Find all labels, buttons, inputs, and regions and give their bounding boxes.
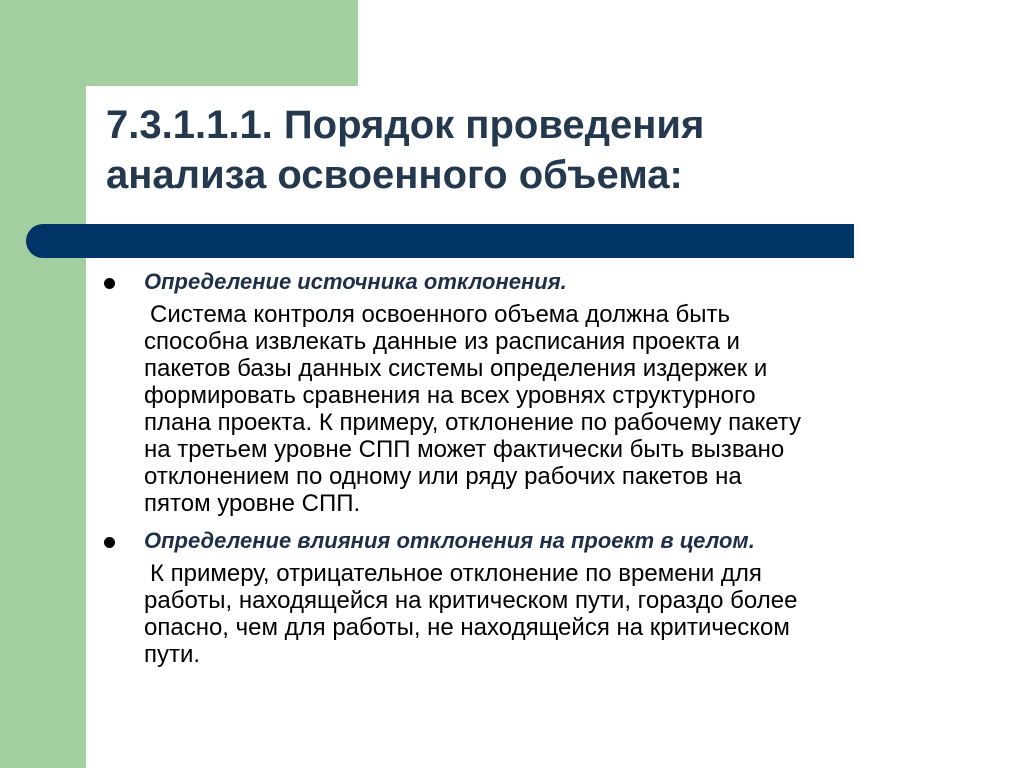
paragraph-line: пакетов базы данных системы определения издержек и: [144, 355, 768, 382]
title-divider-bar: [26, 224, 854, 258]
paragraph-line: формировать сравнения на всех уровнях структурного: [144, 382, 756, 409]
bullet-item: [104, 527, 984, 554]
bullet-paragraph: [104, 301, 984, 517]
paragraph-line: опасно, чем для работы, не находящейся на критическом: [144, 614, 790, 641]
title-line: анализа освоенного объема:: [106, 153, 683, 197]
bullet-dot-icon: [104, 537, 115, 548]
paragraph-line: работы, находящейся на критическом пути, гораздо более: [144, 587, 798, 614]
bullet-heading: Определение влияния отклонения на проект в целом.: [144, 528, 755, 553]
slide-title: [106, 100, 986, 200]
bullet-heading: Определение источника отклонения.: [144, 269, 567, 294]
green-top-band: [0, 0, 358, 86]
green-side-band: [0, 0, 86, 768]
paragraph-line: плана проекта. К примеру, отклонение по рабочему пакету: [144, 409, 802, 436]
paragraph-line: отклонением по одному или ряду рабочих пакетов на: [144, 463, 742, 490]
bullet-item: [104, 268, 984, 295]
paragraph-line: пятом уровне СПП.: [144, 490, 361, 517]
spacer: [104, 517, 984, 527]
paragraph-line: Система контроля освоенного объема должна быть: [150, 301, 730, 328]
paragraph-line: К примеру, отрицательное отклонение по времени для: [150, 560, 762, 587]
paragraph-line: способна извлекать данные из расписания проекта и: [144, 328, 740, 355]
slide-body: [104, 268, 984, 668]
bullet-paragraph: [104, 560, 984, 668]
paragraph-line: пути.: [144, 641, 201, 668]
bullet-dot-icon: [104, 278, 115, 289]
paragraph-line: на третьем уровне СПП может фактически быть вызвано: [144, 436, 785, 463]
title-line: 7.3.1.1.1. Порядок проведения: [106, 103, 705, 147]
